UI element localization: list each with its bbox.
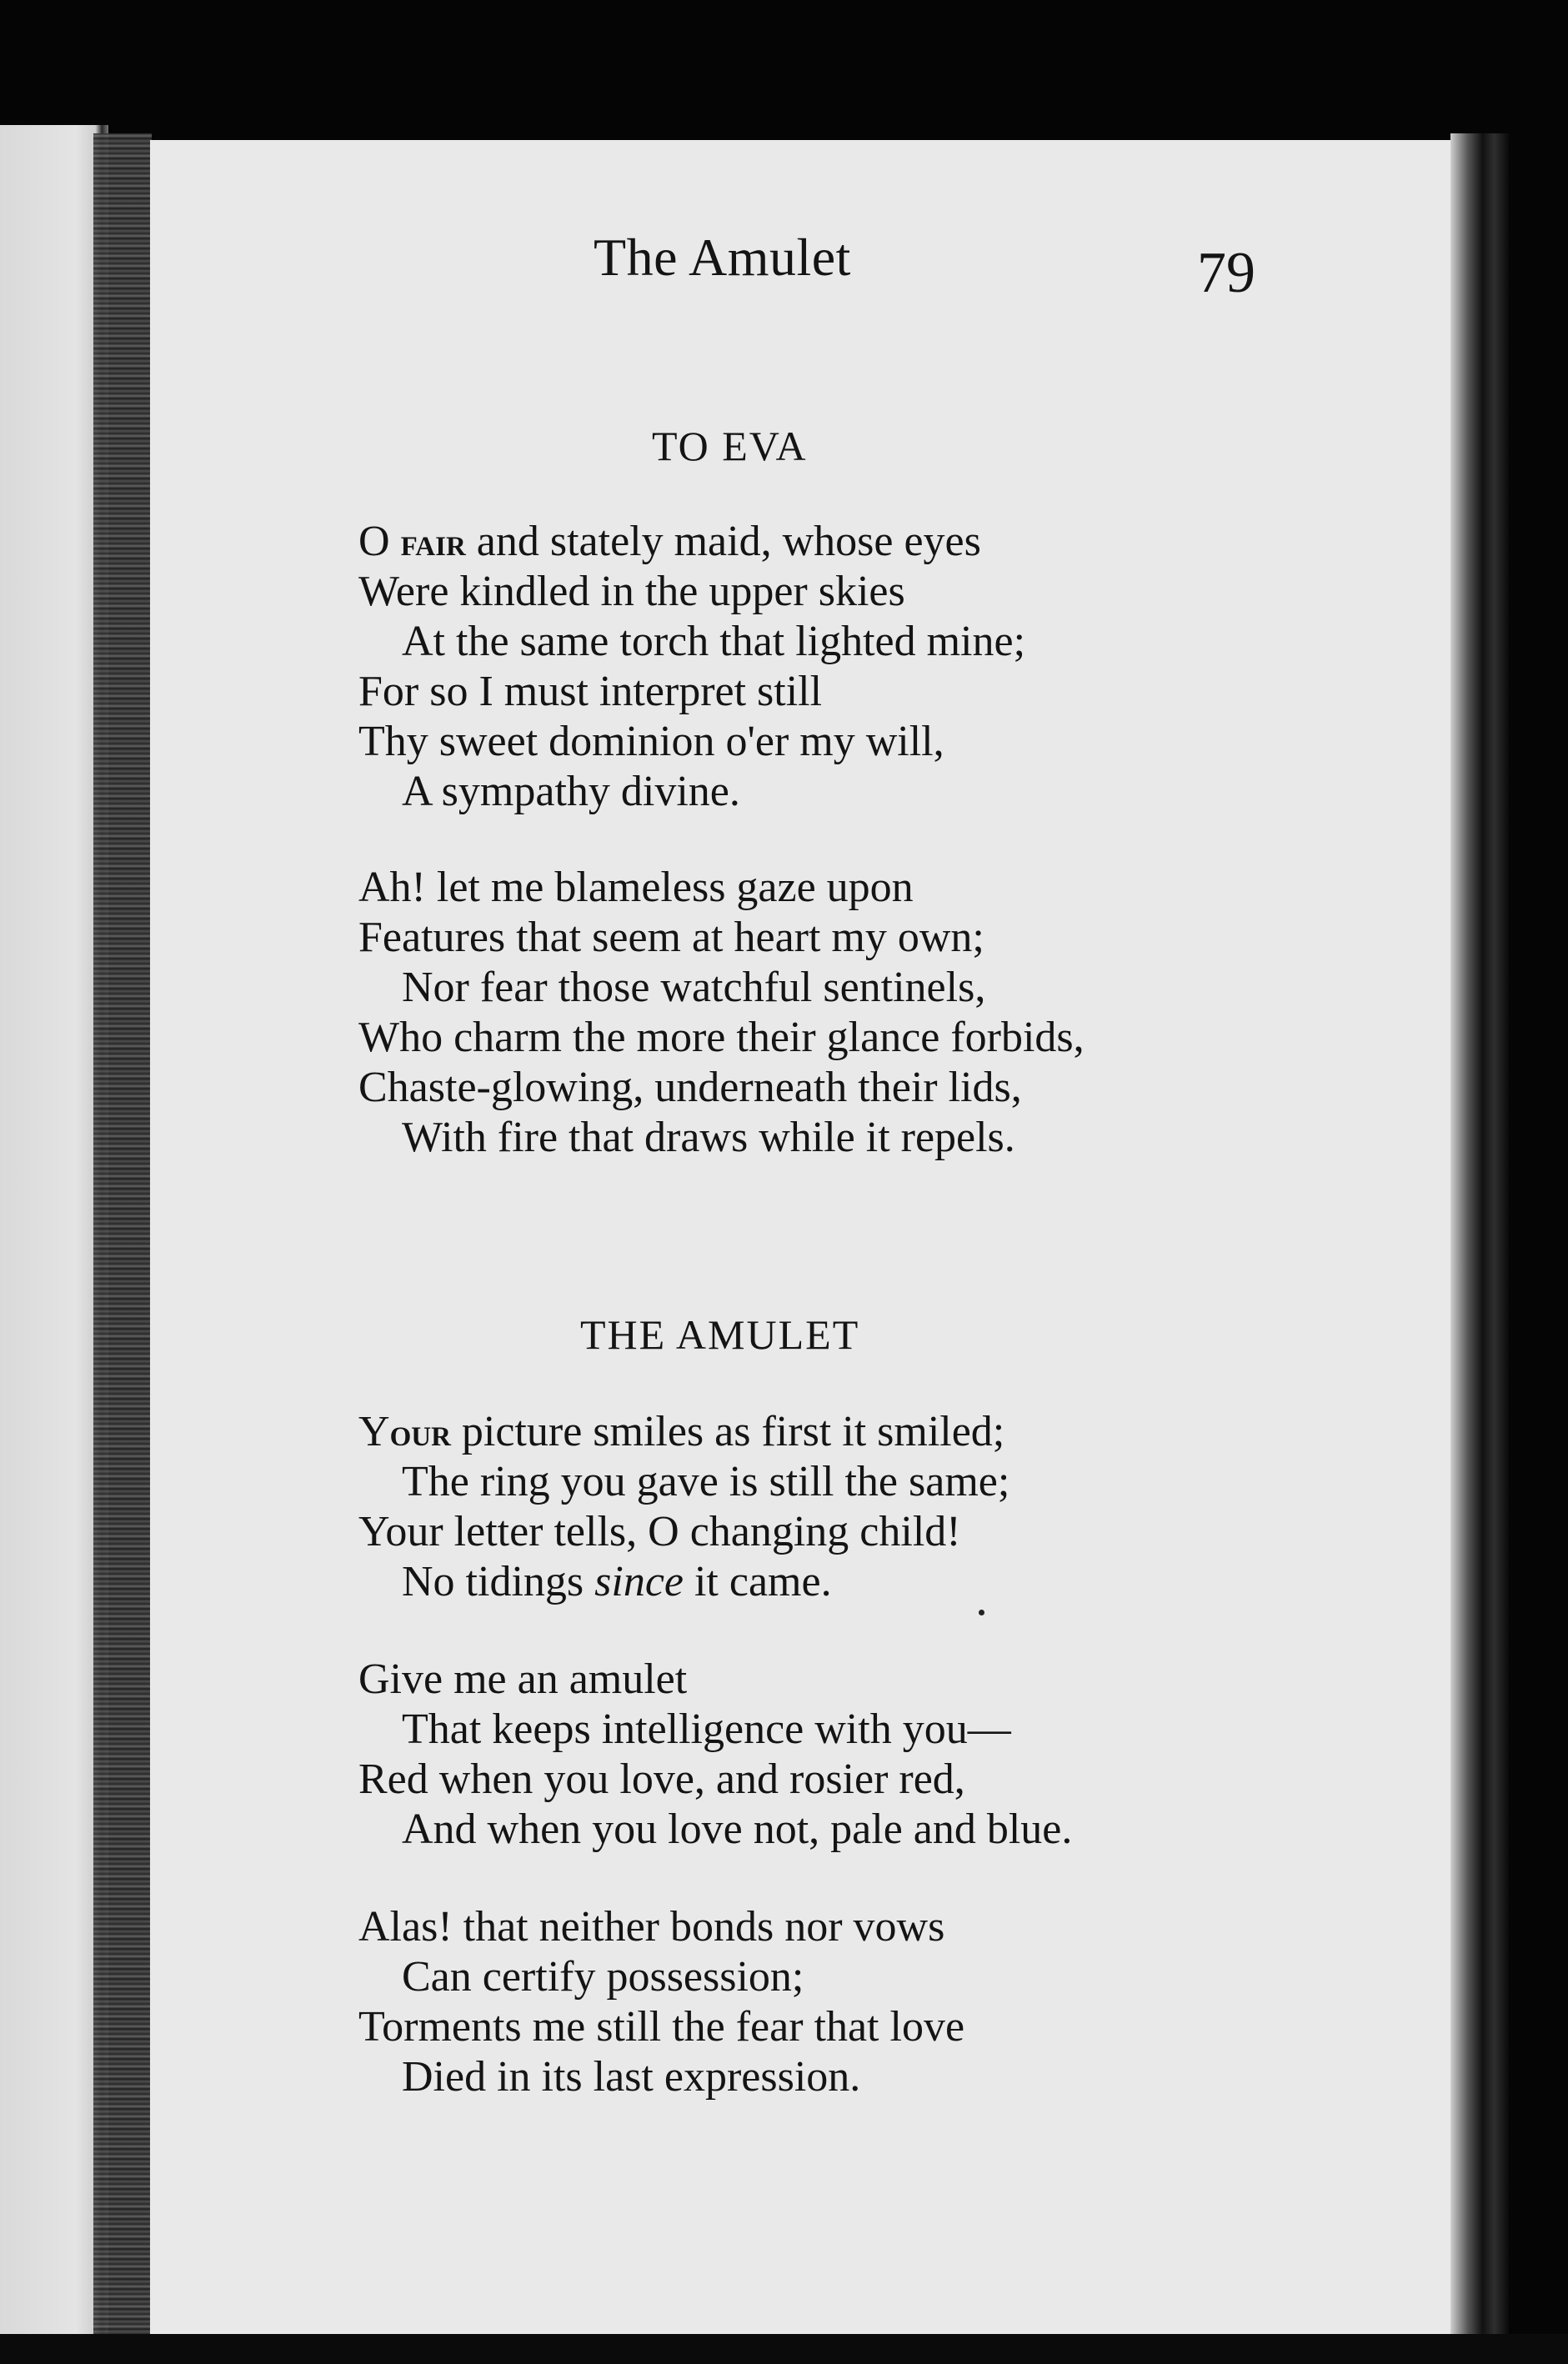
page-right-edge bbox=[1450, 133, 1509, 2364]
poem-line: Features that seem at heart my own; bbox=[358, 914, 984, 961]
scan-bottom-edge bbox=[0, 2334, 1568, 2364]
poem-line: Red when you love, and rosier red, bbox=[358, 1755, 965, 1803]
poem-line: Alas! that neither bonds nor vows bbox=[358, 1903, 945, 1951]
poem-line: Give me an amulet bbox=[358, 1655, 688, 1703]
poem-line: Were kindled in the upper skies bbox=[358, 568, 905, 615]
poem-title: TO EVA bbox=[652, 423, 808, 469]
poem-line: A sympathy divine. bbox=[402, 768, 740, 815]
running-head: The Amulet bbox=[594, 228, 851, 287]
poem-line: The ring you gave is still the same; bbox=[402, 1458, 1010, 1505]
poem-line: That keeps intelligence with you— bbox=[402, 1705, 1011, 1753]
line-before: No tidings bbox=[402, 1558, 595, 1605]
poem-title: THE AMULET bbox=[580, 1311, 860, 1358]
page-number: 79 bbox=[1197, 241, 1255, 305]
poem-line: At the same torch that lighted mine; bbox=[402, 618, 1026, 665]
book-gutter bbox=[93, 133, 152, 2364]
line-lead: O bbox=[358, 518, 401, 565]
poem-line bbox=[402, 1557, 832, 1607]
previous-page-edge bbox=[0, 125, 108, 2364]
line-smallcaps: fair bbox=[400, 520, 466, 564]
line-rest: and stately maid, whose eyes bbox=[465, 518, 981, 565]
line-after: it came. bbox=[683, 1558, 832, 1605]
poem-line: Can certify possession; bbox=[402, 1953, 804, 2001]
line-italic: since bbox=[594, 1558, 684, 1605]
poem-line: Torments me still the fear that love bbox=[358, 2003, 965, 2051]
poem-line: Who charm the more their glance forbids, bbox=[358, 1014, 1085, 1061]
poem-line: Thy sweet dominion o'er my will, bbox=[358, 718, 944, 765]
line-rest: picture smiles as first it smiled; bbox=[450, 1408, 1005, 1455]
poem-line: Died in its last expression. bbox=[402, 2053, 861, 2101]
poem-line: And when you love not, pale and blue. bbox=[402, 1806, 1073, 1853]
line-smallcaps: our bbox=[389, 1410, 451, 1455]
poem-line: With fire that draws while it repels. bbox=[402, 1114, 1015, 1161]
poem-line bbox=[358, 517, 981, 568]
poem-line: Nor fear those watchful sentinels, bbox=[402, 964, 986, 1011]
poem-line: Your letter tells, O changing child! bbox=[358, 1508, 961, 1555]
poem-line: For so I must interpret still bbox=[358, 668, 823, 715]
poem-line: Ah! let me blameless gaze upon bbox=[358, 864, 914, 911]
ink-speck bbox=[979, 1610, 984, 1615]
line-lead: Y bbox=[358, 1408, 390, 1455]
poem-line bbox=[358, 1407, 1004, 1458]
poem-line: Chaste-glowing, underneath their lids, bbox=[358, 1064, 1022, 1111]
